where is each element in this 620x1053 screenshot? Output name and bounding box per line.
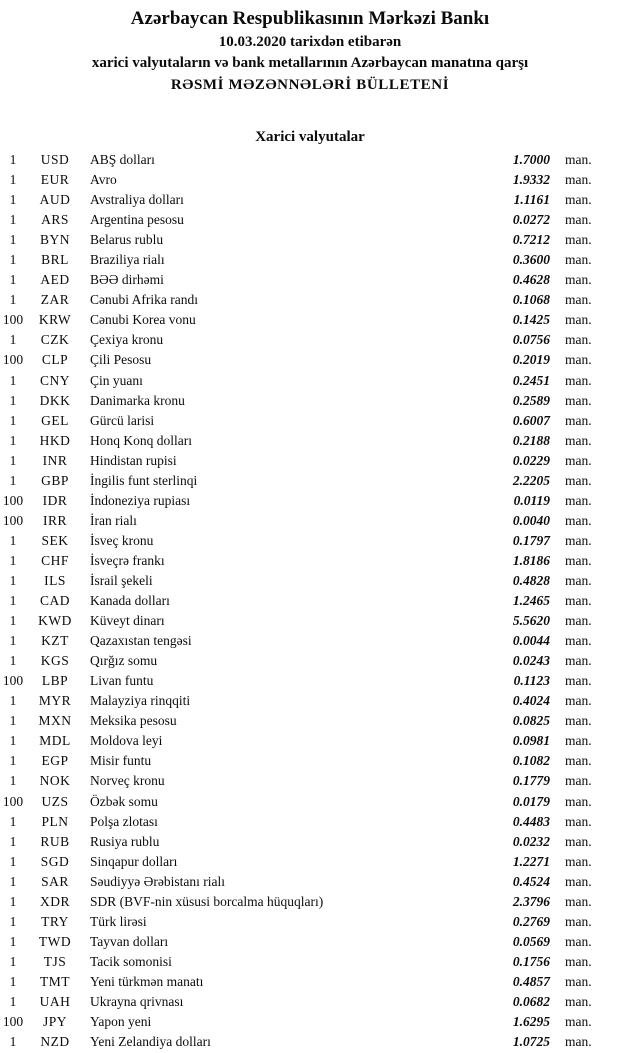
- quantity-cell: 1: [9, 272, 17, 288]
- currency-name-cell: Kanada dolları: [90, 593, 170, 609]
- currency-code-cell: TJS: [43, 953, 67, 969]
- currency-code-cell: XDR: [39, 893, 70, 909]
- quantity-cell: 1: [9, 232, 17, 248]
- table-row: [0, 531, 620, 551]
- bulletin-title: RƏSMİ MƏZƏNNƏLƏRİ BÜLLETENİ: [170, 77, 450, 93]
- currency-code-cell: TRY: [41, 913, 69, 929]
- table-row: [0, 511, 620, 531]
- unit-label-cell: man.: [565, 813, 592, 829]
- currency-name-cell: Sinqapur dolları: [90, 853, 178, 869]
- currency-name-cell: Yapon yeni: [90, 1014, 152, 1030]
- unit-label-cell: man.: [565, 653, 592, 669]
- table-row: [0, 230, 620, 250]
- effective-date-line: 10.03.2020 tarixdən etibarən: [218, 34, 402, 50]
- table-row: [0, 792, 620, 812]
- currency-code-cell: ILS: [44, 572, 66, 588]
- quantity-cell: 100: [2, 492, 24, 508]
- unit-label-cell: man.: [565, 252, 592, 268]
- currency-code-cell: KZT: [41, 633, 69, 649]
- quantity-cell: 1: [9, 713, 17, 729]
- quantity-cell: 1: [9, 412, 17, 428]
- rate-value-cell: 0.2019: [512, 352, 550, 368]
- table-row: [0, 932, 620, 952]
- currency-name-cell: Livan funtu: [90, 673, 154, 689]
- quantity-cell: 1: [9, 532, 17, 548]
- currency-name-cell: ABŞ dolları: [90, 152, 155, 167]
- rate-value-cell: 0.0682: [512, 993, 550, 1009]
- quantity-cell: 1: [9, 753, 17, 769]
- quantity-cell: 100: [2, 793, 24, 809]
- currency-code-cell: SAR: [41, 873, 69, 889]
- rate-value-cell: 5.5620: [512, 613, 550, 629]
- currency-name-cell: Tayvan dolları: [90, 933, 169, 949]
- quantity-cell: 1: [9, 913, 17, 929]
- currency-code-cell: MDL: [39, 733, 71, 749]
- unit-label-cell: man.: [565, 432, 592, 448]
- currency-code-cell: BRL: [41, 252, 69, 268]
- rate-value-cell: 0.0179: [512, 793, 550, 809]
- quantity-cell: 1: [9, 873, 17, 889]
- currency-name-cell: SDR (BVF-nin xüsusi borcalma hüquqları): [90, 893, 324, 909]
- currency-name-cell: Qırğız somu: [90, 653, 158, 669]
- rate-value-cell: 1.0725: [512, 1034, 550, 1050]
- rate-value-cell: 0.2769: [512, 913, 550, 929]
- unit-label-cell: man.: [565, 512, 592, 528]
- rate-value-cell: 0.1779: [512, 773, 550, 789]
- rate-value-cell: 1.1161: [513, 192, 550, 208]
- currency-code-cell: CNY: [39, 372, 70, 388]
- unit-label-cell: man.: [565, 933, 592, 949]
- currency-code-cell: EUR: [40, 172, 70, 188]
- currency-name-cell: İsveç kronu: [90, 532, 154, 548]
- table-row: [0, 832, 620, 852]
- currency-name-cell: Ukrayna qrivnası: [90, 993, 184, 1009]
- currency-name-cell: Danimarka kronu: [90, 392, 185, 408]
- rate-value-cell: 1.7000: [512, 152, 550, 167]
- table-row: [0, 952, 620, 972]
- table-row: [0, 491, 620, 511]
- unit-label-cell: man.: [565, 1034, 592, 1050]
- rate-value-cell: 0.2188: [512, 432, 550, 448]
- document-header: [0, 0, 620, 97]
- quantity-cell: 1: [9, 1034, 17, 1050]
- quantity-cell: 1: [9, 773, 17, 789]
- table-row: [0, 591, 620, 611]
- unit-label-cell: man.: [565, 152, 592, 167]
- table-row: [0, 892, 620, 912]
- rate-value-cell: 0.0229: [512, 452, 550, 468]
- currency-name-cell: Braziliya rialı: [90, 252, 165, 268]
- table-row: [0, 872, 620, 892]
- bank-name-title: Azərbaycan Respublikasının Mərkəzi Bankı: [130, 8, 490, 29]
- rate-value-cell: 2.2205: [512, 472, 550, 488]
- currency-name-cell: Gürcü larisi: [90, 412, 155, 428]
- quantity-cell: 1: [9, 332, 17, 348]
- currency-name-cell: Honq Konq dolları: [90, 432, 192, 448]
- currency-code-cell: IRR: [42, 512, 67, 528]
- table-row: [0, 451, 620, 471]
- table-row: [0, 812, 620, 832]
- table-row: [0, 651, 620, 671]
- currency-name-cell: Çin yuanı: [90, 372, 143, 388]
- currency-name-cell: Çexiya kronu: [90, 332, 164, 348]
- quantity-cell: 1: [9, 432, 17, 448]
- rate-value-cell: 0.0569: [512, 933, 550, 949]
- unit-label-cell: man.: [565, 272, 592, 288]
- unit-label-cell: man.: [565, 192, 592, 208]
- table-row: [0, 290, 620, 310]
- quantity-cell: 1: [9, 152, 17, 167]
- table-row: [0, 330, 620, 350]
- rate-value-cell: 0.4024: [512, 693, 550, 709]
- quantity-cell: 1: [9, 733, 17, 749]
- rate-value-cell: 1.2271: [512, 853, 550, 869]
- quantity-cell: 1: [9, 292, 17, 308]
- unit-label-cell: man.: [565, 492, 592, 508]
- currency-name-cell: Moldova leyi: [90, 733, 163, 749]
- quantity-cell: 1: [9, 552, 17, 568]
- unit-label-cell: man.: [565, 613, 592, 629]
- currency-code-cell: HKD: [39, 432, 71, 448]
- rate-value-cell: 1.2465: [512, 593, 550, 609]
- unit-label-cell: man.: [565, 593, 592, 609]
- rate-value-cell: 0.6007: [512, 412, 550, 428]
- currency-name-cell: Argentina pesosu: [90, 212, 184, 228]
- quantity-cell: 1: [9, 252, 17, 268]
- unit-label-cell: man.: [565, 913, 592, 929]
- quantity-cell: 1: [9, 593, 17, 609]
- table-row: [0, 551, 620, 571]
- table-row: [0, 912, 620, 932]
- table-row: [0, 250, 620, 270]
- currency-code-cell: AUD: [39, 192, 71, 208]
- table-row: [0, 571, 620, 591]
- currency-code-cell: ARS: [41, 212, 69, 228]
- exchange-rates-table: [0, 150, 620, 1052]
- unit-label-cell: man.: [565, 973, 592, 989]
- currency-code-cell: TMT: [40, 973, 70, 989]
- currency-code-cell: AED: [40, 272, 70, 288]
- currency-code-cell: JPY: [42, 1014, 67, 1030]
- unit-label-cell: man.: [565, 332, 592, 348]
- rate-value-cell: 0.1068: [512, 292, 550, 308]
- quantity-cell: 1: [9, 613, 17, 629]
- quantity-cell: 100: [2, 512, 24, 528]
- rate-value-cell: 0.4628: [512, 272, 550, 288]
- rate-value-cell: 0.0981: [512, 733, 550, 749]
- quantity-cell: 1: [9, 392, 17, 408]
- currency-code-cell: CZK: [40, 332, 70, 348]
- rate-value-cell: 0.0232: [512, 833, 550, 849]
- currency-code-cell: USD: [40, 152, 70, 167]
- currency-code-cell: CLP: [41, 352, 69, 368]
- rate-value-cell: 0.0243: [512, 653, 550, 669]
- rate-value-cell: 0.2451: [512, 372, 550, 388]
- currency-code-cell: RUB: [40, 833, 70, 849]
- unit-label-cell: man.: [565, 793, 592, 809]
- unit-label-cell: man.: [565, 633, 592, 649]
- currency-name-cell: Misir funtu: [90, 753, 152, 769]
- table-row: [0, 270, 620, 290]
- currency-code-cell: SEK: [41, 532, 69, 548]
- rate-value-cell: 0.4483: [512, 813, 550, 829]
- currency-name-cell: Küveyt dinarı: [90, 613, 165, 629]
- rate-value-cell: 0.0040: [512, 512, 550, 528]
- quantity-cell: 1: [9, 693, 17, 709]
- table-row: [0, 611, 620, 631]
- currency-name-cell: Rusiya rublu: [90, 833, 160, 849]
- unit-label-cell: man.: [565, 532, 592, 548]
- table-row: [0, 852, 620, 872]
- currency-code-cell: CHF: [41, 552, 69, 568]
- currency-name-cell: Avstraliya dolları: [90, 192, 184, 208]
- quantity-cell: 100: [2, 1014, 24, 1030]
- currency-name-cell: İndoneziya rupiası: [90, 492, 191, 508]
- currency-name-cell: Hindistan rupisi: [90, 452, 177, 468]
- quantity-cell: 1: [9, 853, 17, 869]
- rate-value-cell: 0.3600: [512, 252, 550, 268]
- unit-label-cell: man.: [565, 713, 592, 729]
- currency-code-cell: UZS: [41, 793, 69, 809]
- currency-name-cell: Belarus rublu: [90, 232, 164, 248]
- currency-code-cell: GEL: [41, 412, 69, 428]
- table-row: [0, 371, 620, 391]
- unit-label-cell: man.: [565, 773, 592, 789]
- unit-label-cell: man.: [565, 452, 592, 468]
- rate-value-cell: 0.0825: [512, 713, 550, 729]
- unit-label-cell: man.: [565, 312, 592, 328]
- currency-name-cell: Yeni Zelandiya dolları: [90, 1034, 211, 1050]
- table-row: [0, 751, 620, 771]
- unit-label-cell: man.: [565, 552, 592, 568]
- currency-name-cell: Norveç kronu: [90, 773, 165, 789]
- currency-name-cell: İsveçrə frankı: [90, 552, 165, 568]
- currency-code-cell: SGD: [40, 853, 70, 869]
- unit-label-cell: man.: [565, 372, 592, 388]
- table-row: [0, 190, 620, 210]
- currency-code-cell: KRW: [38, 312, 72, 328]
- quantity-cell: 1: [9, 953, 17, 969]
- rate-value-cell: 1.9332: [512, 172, 550, 188]
- table-row: [0, 1032, 620, 1052]
- unit-label-cell: man.: [565, 292, 592, 308]
- table-row: [0, 210, 620, 230]
- currency-code-cell: IDR: [42, 492, 68, 508]
- table-row: [0, 671, 620, 691]
- currency-name-cell: İngilis funt sterlinqi: [90, 472, 198, 488]
- rate-value-cell: 0.1123: [513, 673, 550, 689]
- currency-name-cell: BƏƏ dirhəmi: [90, 272, 164, 288]
- rate-value-cell: 0.1797: [512, 532, 550, 548]
- rate-value-cell: 1.8186: [512, 552, 550, 568]
- currency-code-cell: INR: [42, 452, 68, 468]
- quantity-cell: 1: [9, 172, 17, 188]
- table-row: [0, 631, 620, 651]
- table-row: [0, 992, 620, 1012]
- unit-label-cell: man.: [565, 993, 592, 1009]
- currency-code-cell: MYR: [38, 693, 72, 709]
- quantity-cell: 1: [9, 472, 17, 488]
- currency-code-cell: UAH: [39, 993, 71, 1009]
- unit-label-cell: man.: [565, 833, 592, 849]
- currency-code-cell: NZD: [40, 1034, 70, 1050]
- rate-value-cell: 0.1756: [512, 953, 550, 969]
- quantity-cell: 1: [9, 993, 17, 1009]
- quantity-cell: 1: [9, 973, 17, 989]
- quantity-cell: 1: [9, 933, 17, 949]
- rate-value-cell: 0.0272: [512, 212, 550, 228]
- currency-name-cell: Malayziya rinqqiti: [90, 693, 191, 709]
- currency-code-cell: NOK: [39, 773, 71, 789]
- currency-code-cell: MXN: [38, 713, 72, 729]
- currency-code-cell: KWD: [38, 613, 72, 629]
- table-row: [0, 972, 620, 992]
- quantity-cell: 1: [9, 893, 17, 909]
- currency-name-cell: İsrail şekeli: [90, 572, 153, 588]
- table-row: [0, 310, 620, 330]
- rate-value-cell: 2.3796: [512, 893, 550, 909]
- currency-code-cell: LBP: [41, 673, 69, 689]
- currency-code-cell: KGS: [40, 653, 70, 669]
- currency-name-cell: Meksika pesosu: [90, 713, 177, 729]
- currency-name-cell: Tacik somonisi: [90, 953, 172, 969]
- unit-label-cell: man.: [565, 392, 592, 408]
- quantity-cell: 100: [2, 673, 24, 689]
- rate-value-cell: 0.7212: [512, 232, 550, 248]
- rate-value-cell: 1.6295: [512, 1014, 550, 1030]
- rate-value-cell: 0.0119: [513, 492, 550, 508]
- unit-label-cell: man.: [565, 873, 592, 889]
- unit-label-cell: man.: [565, 572, 592, 588]
- currency-code-cell: TWD: [38, 933, 72, 949]
- quantity-cell: 1: [9, 192, 17, 208]
- quantity-cell: 100: [2, 312, 24, 328]
- table-row: [0, 711, 620, 731]
- table-row: [0, 471, 620, 491]
- unit-label-cell: man.: [565, 472, 592, 488]
- currency-name-cell: Türk lirəsi: [90, 913, 147, 929]
- quantity-cell: 1: [9, 212, 17, 228]
- currency-code-cell: CAD: [39, 593, 70, 609]
- currency-code-cell: BYN: [39, 232, 70, 248]
- table-row: [0, 731, 620, 751]
- table-row: [0, 350, 620, 370]
- unit-label-cell: man.: [565, 693, 592, 709]
- rate-value-cell: 0.0044: [512, 633, 550, 649]
- unit-label-cell: man.: [565, 352, 592, 368]
- quantity-cell: 1: [9, 633, 17, 649]
- currency-name-cell: Səudiyyə Ərəbistanı rialı: [90, 873, 225, 889]
- quantity-cell: 1: [9, 372, 17, 388]
- currency-code-cell: GBP: [41, 472, 69, 488]
- currency-name-cell: Cənubi Korea vonu: [90, 312, 196, 328]
- table-row: [0, 1012, 620, 1032]
- rate-value-cell: 0.0756: [512, 332, 550, 348]
- rate-value-cell: 0.2589: [512, 392, 550, 408]
- currency-code-cell: EGP: [41, 753, 69, 769]
- rate-value-cell: 0.4857: [512, 973, 550, 989]
- currency-code-cell: ZAR: [40, 292, 70, 308]
- quantity-cell: 100: [2, 352, 24, 368]
- rate-value-cell: 0.4524: [512, 873, 550, 889]
- quantity-cell: 1: [9, 452, 17, 468]
- quantity-cell: 1: [9, 653, 17, 669]
- quantity-cell: 1: [9, 813, 17, 829]
- quantity-cell: 1: [9, 833, 17, 849]
- rate-value-cell: 0.1082: [512, 753, 550, 769]
- currency-name-cell: Polşa zlotası: [90, 813, 158, 829]
- unit-label-cell: man.: [565, 893, 592, 909]
- table-row: [0, 411, 620, 431]
- table-row: [0, 150, 620, 170]
- table-row: [0, 431, 620, 451]
- unit-label-cell: man.: [565, 733, 592, 749]
- table-row: [0, 170, 620, 190]
- currency-name-cell: Yeni türkmən manatı: [90, 973, 204, 989]
- currency-name-cell: Qazaxıstan tengəsi: [90, 633, 192, 649]
- unit-label-cell: man.: [565, 753, 592, 769]
- currency-code-cell: PLN: [41, 813, 69, 829]
- rate-value-cell: 0.4828: [512, 572, 550, 588]
- section-title-foreign-currencies: Xarici valyutalar: [255, 129, 365, 145]
- unit-label-cell: man.: [565, 853, 592, 869]
- rate-value-cell: 0.1425: [512, 312, 550, 328]
- currency-name-cell: Cənubi Afrika randı: [90, 292, 198, 308]
- unit-label-cell: man.: [565, 212, 592, 228]
- unit-label-cell: man.: [565, 232, 592, 248]
- currency-name-cell: Avro: [90, 172, 117, 188]
- quantity-cell: 1: [9, 572, 17, 588]
- table-row: [0, 391, 620, 411]
- unit-label-cell: man.: [565, 953, 592, 969]
- currency-name-cell: İran rialı: [90, 512, 137, 528]
- unit-label-cell: man.: [565, 412, 592, 428]
- currency-name-cell: Özbək somu: [90, 793, 158, 809]
- currency-code-cell: DKK: [39, 392, 71, 408]
- unit-label-cell: man.: [565, 172, 592, 188]
- currency-name-cell: Çili Pesosu: [90, 352, 152, 368]
- unit-label-cell: man.: [565, 1014, 592, 1030]
- table-row: [0, 771, 620, 791]
- unit-label-cell: man.: [565, 673, 592, 689]
- table-row: [0, 691, 620, 711]
- subtitle-line: xarici valyutaların və bank metallarının Azərbaycan manatına qarşı: [91, 55, 529, 71]
